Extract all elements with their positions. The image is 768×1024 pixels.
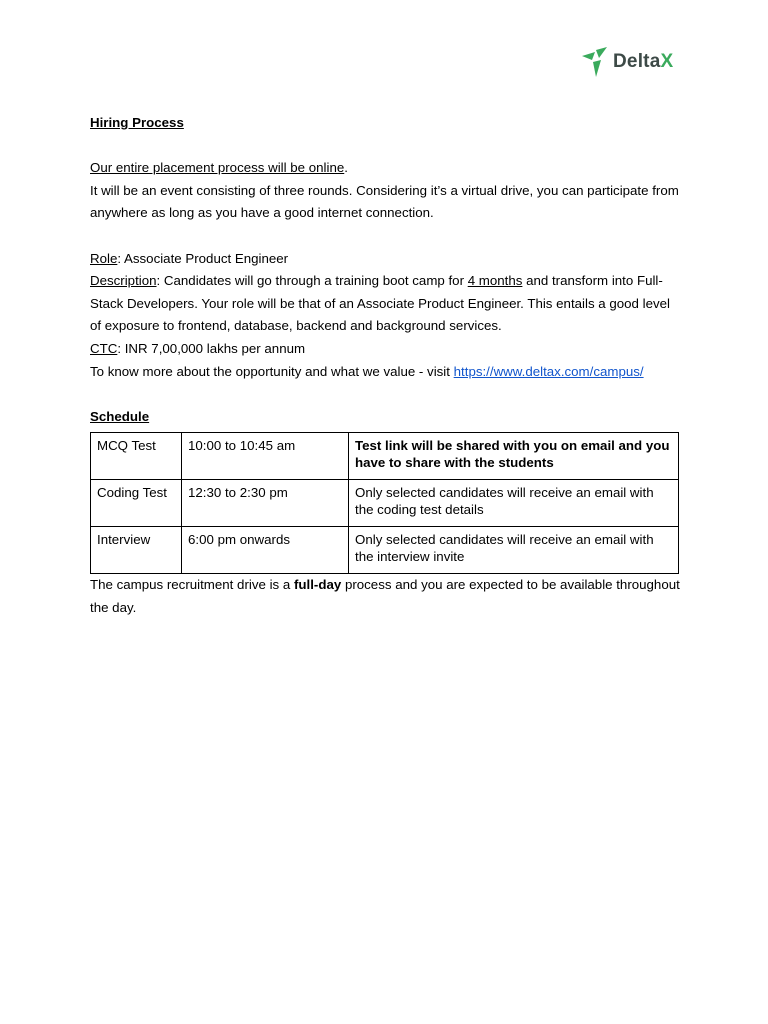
note-cell: Test link will be shared with you on email and you have to share with the students xyxy=(349,433,679,480)
note-cell: Only selected candidates will receive an email with the coding test details xyxy=(349,480,679,527)
logo-text-accent: X xyxy=(660,51,674,72)
time-cell: 10:00 to 10:45 am xyxy=(182,433,349,480)
schedule-heading-line xyxy=(90,406,680,429)
online-sentence: Our entire placement process will be online xyxy=(90,160,345,176)
online-paragraph xyxy=(90,157,680,180)
note-cell: Only selected candidates will receive an email with the interview invite xyxy=(349,527,679,574)
campus-link[interactable]: https://www.deltax.com/campus/ xyxy=(453,363,644,379)
description-post: and transform into Full-Stack Developers. Your role will be that of an Associate Product Engineer. This entails a good level of exposure to frontend, database, backend and background services. xyxy=(90,273,670,334)
round-cell: Coding Test xyxy=(91,480,182,527)
intro-paragraph: It will be an event consisting of three rounds. Considering it’s a virtual drive, you can participate from anywhere as long as you have a good internet connection. xyxy=(90,182,679,221)
schedule-table xyxy=(90,432,679,574)
schedule-heading: Schedule xyxy=(90,408,150,424)
closing-post: process and you are expected to be available throughout the day. xyxy=(90,577,680,615)
document-body xyxy=(90,112,680,620)
closing-pre: The campus recruitment drive is a xyxy=(90,577,294,593)
time-cell: 6:00 pm onwards xyxy=(182,527,349,574)
role-line xyxy=(90,248,680,271)
logo-text-main: Delta xyxy=(613,51,661,72)
time-cell: 12:30 to 2:30 pm xyxy=(182,480,349,527)
hiring-process-heading: Hiring Process xyxy=(90,115,184,130)
deltax-logo-text xyxy=(613,51,673,73)
role-value: : Associate Product Engineer xyxy=(117,250,289,266)
spacer xyxy=(90,135,680,158)
closing-paragraph xyxy=(90,574,680,619)
description-label: Description xyxy=(90,273,157,289)
table-row xyxy=(91,433,679,480)
deltax-logo xyxy=(582,47,673,77)
table-row xyxy=(91,480,679,527)
round-cell: Interview xyxy=(91,527,182,574)
description-paragraph xyxy=(90,270,680,338)
ctc-label: CTC xyxy=(90,340,118,356)
round-cell: MCQ Test xyxy=(91,433,182,480)
description-pre: : Candidates will go through a training boot camp for xyxy=(156,273,468,289)
table-row xyxy=(91,527,679,574)
closing-bold: full-day xyxy=(293,577,342,593)
spacer xyxy=(90,225,680,248)
online-period: . xyxy=(344,160,348,176)
more-info-text: To know more about the opportunity and what we value - visit xyxy=(90,363,454,379)
role-label: Role xyxy=(90,250,118,266)
ctc-value: : INR 7,00,000 lakhs per annum xyxy=(117,340,306,356)
more-info-line xyxy=(90,361,680,384)
deltax-logo-icon xyxy=(582,47,608,77)
ctc-line xyxy=(90,338,680,361)
spacer xyxy=(90,383,680,406)
page-title xyxy=(90,112,680,135)
description-duration: 4 months xyxy=(467,273,523,289)
